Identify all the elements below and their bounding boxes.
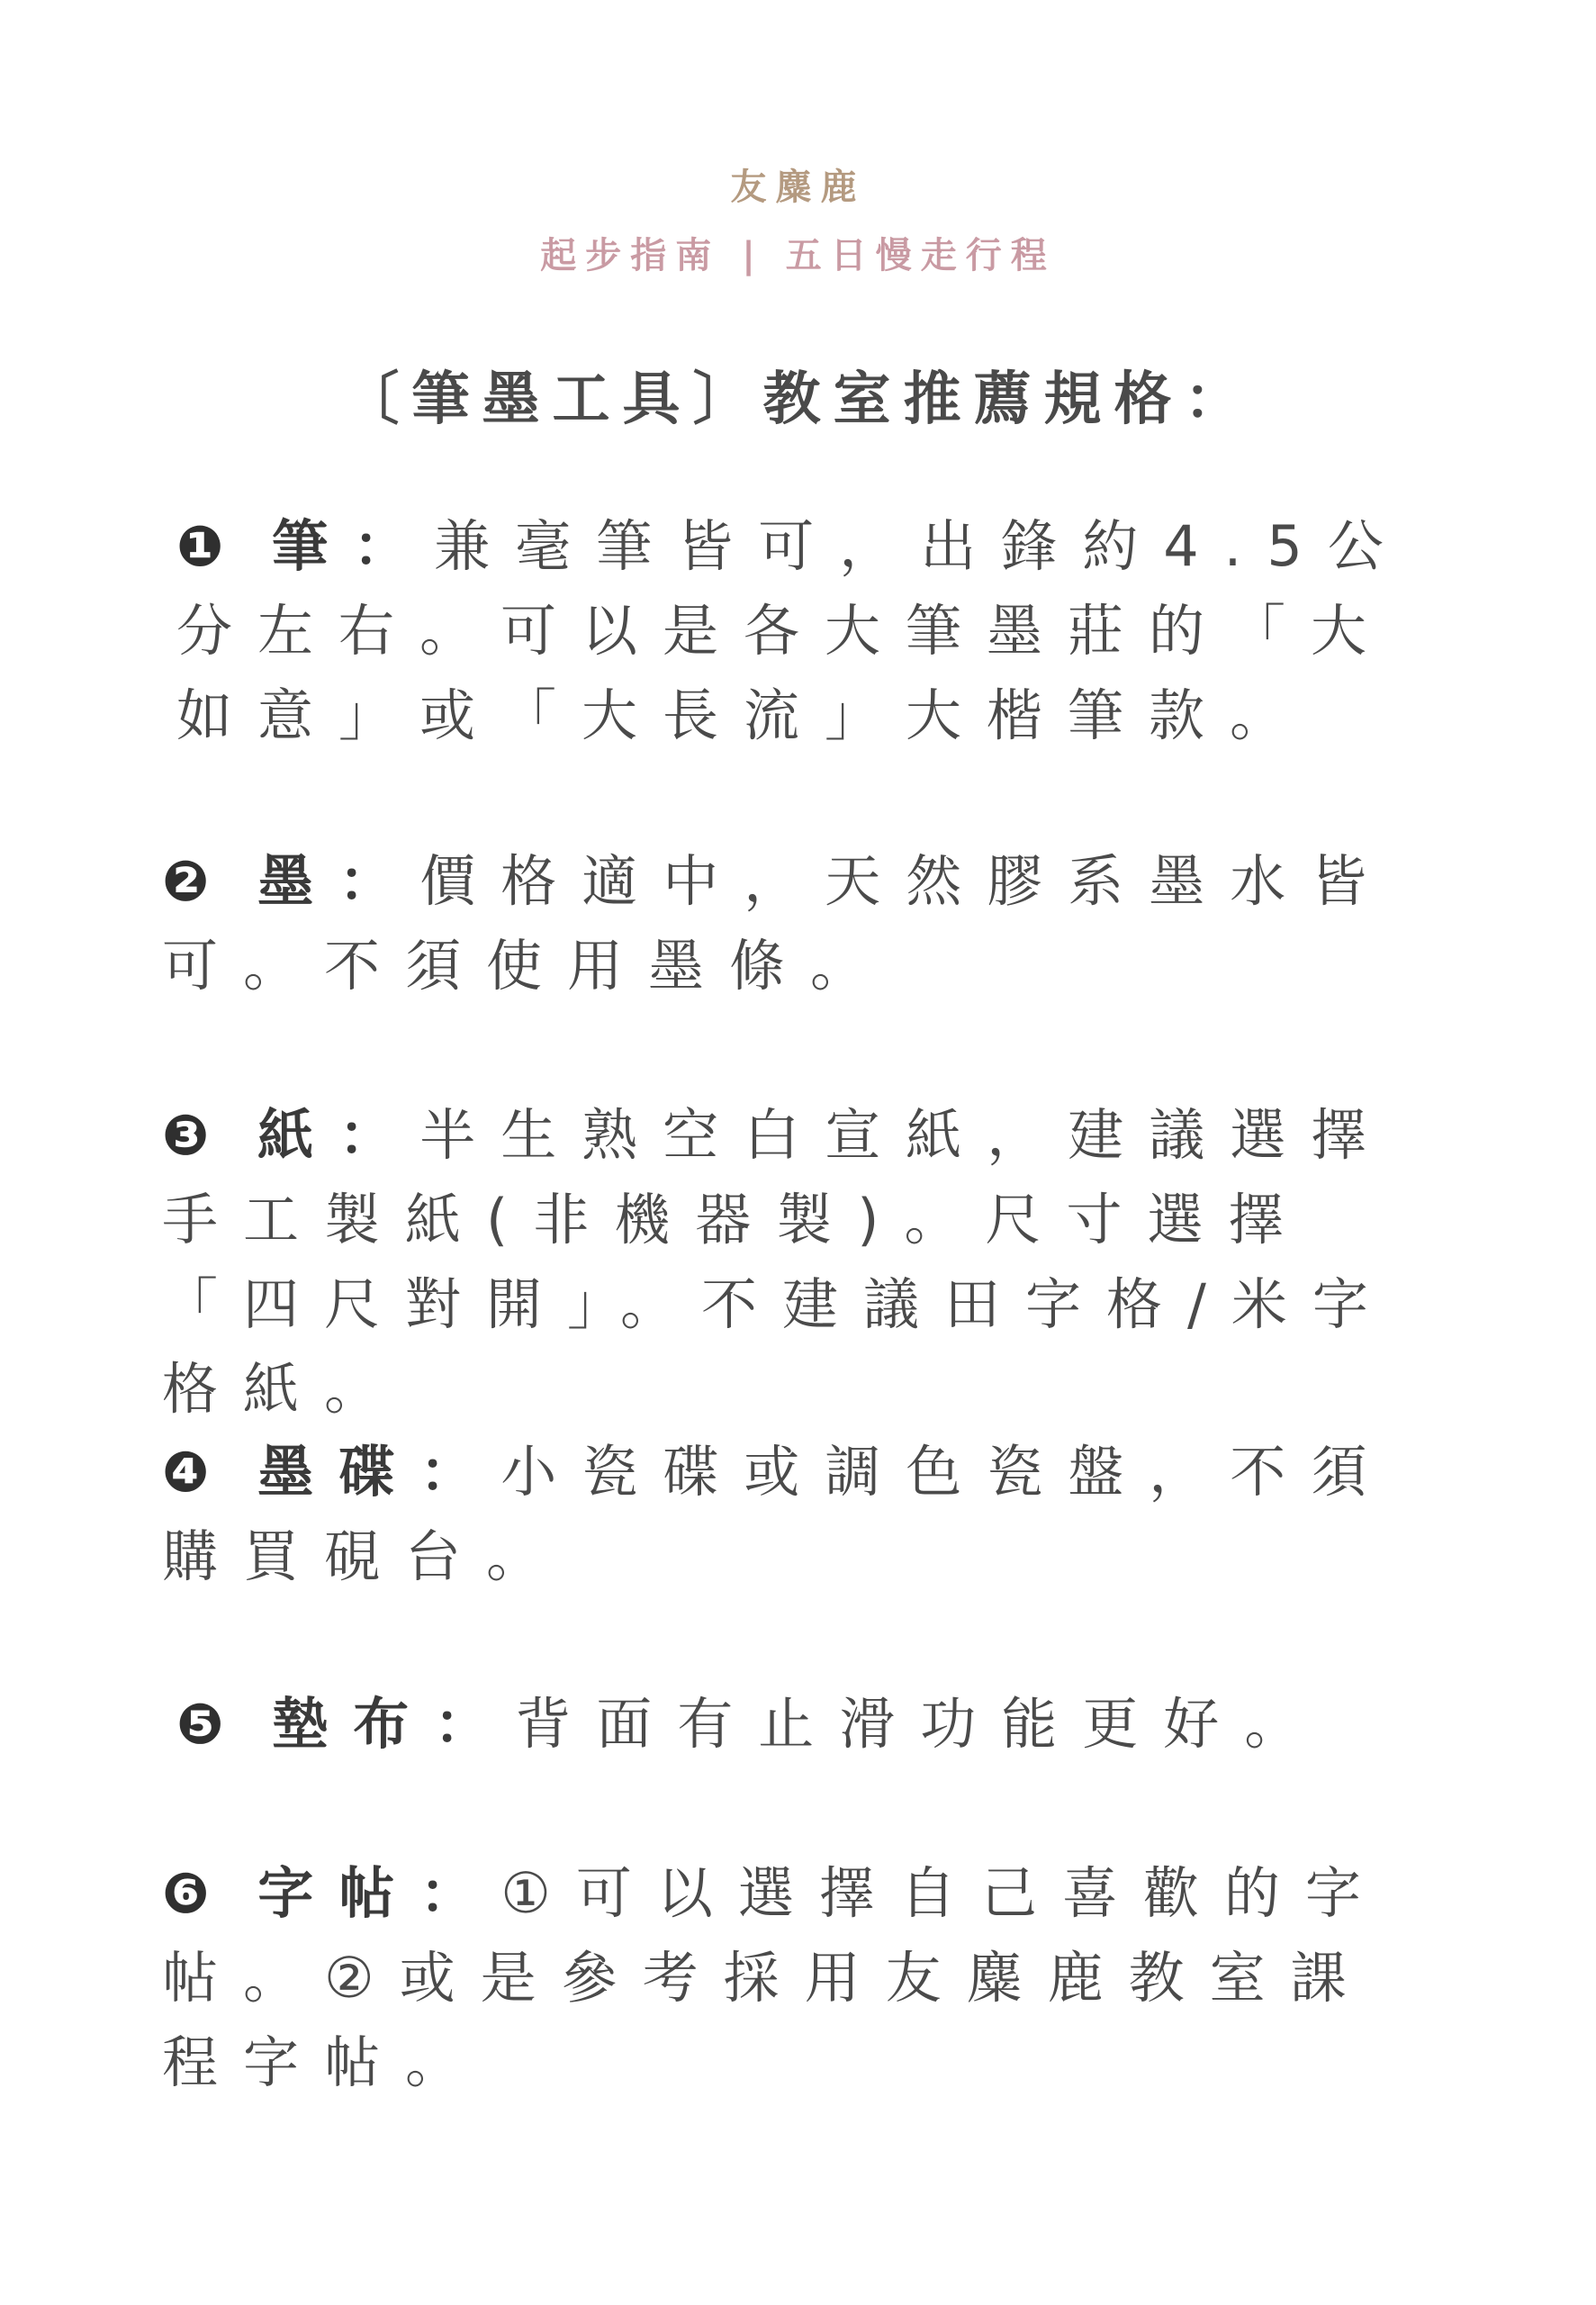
section-heading: 〔筆墨工具〕教室推薦規格： bbox=[341, 366, 1255, 433]
item-text: ①可以選擇自己喜歡的字帖。②或是參考採用友麋鹿教室課程字帖。 bbox=[162, 1860, 1386, 2095]
item-label: 墨： bbox=[257, 848, 420, 914]
item-text: 小瓷碟或調色瓷盤，不須購買硯台。 bbox=[162, 1439, 1393, 1589]
item-number: ❶ bbox=[176, 513, 230, 579]
item-text: 背面有止滑功能更好。 bbox=[515, 1691, 1326, 1757]
item-label: 墨碟： bbox=[257, 1439, 501, 1505]
list-item-felt-mat bbox=[176, 1682, 1455, 1767]
item-number: ❻ bbox=[162, 1860, 215, 1926]
list-item-ink-dish bbox=[162, 1430, 1440, 1599]
item-label: 墊布： bbox=[272, 1691, 516, 1757]
item-label: 筆： bbox=[272, 513, 435, 579]
item-label: 紙： bbox=[257, 1102, 420, 1168]
list-item-paper bbox=[162, 1093, 1440, 1432]
list-item-brush bbox=[176, 504, 1455, 758]
item-number: ❷ bbox=[162, 848, 215, 914]
item-label: 字帖： bbox=[257, 1860, 501, 1926]
page-subtitle: 起步指南 | 五日慢走行程 bbox=[540, 235, 1056, 276]
list-item-copybook bbox=[162, 1851, 1440, 2105]
item-number: ❸ bbox=[162, 1102, 215, 1168]
item-number: ❹ bbox=[162, 1439, 215, 1505]
item-text: 兼毫筆皆可，出鋒約4.5公分左右。可以是各大筆墨莊的「大如意」或「大長流」大楷筆款。 bbox=[176, 513, 1409, 748]
brand-title: 友麋鹿 bbox=[730, 167, 866, 208]
item-text: 價格適中，天然膠系墨水皆可。不須使用墨條。 bbox=[162, 848, 1393, 999]
list-item-ink bbox=[162, 839, 1440, 1008]
item-text: 半生熟空白宣紙，建議選擇手工製紙(非機器製)。尺寸選擇「四尺對開」。不建議田字格/米字格紙。 bbox=[162, 1102, 1393, 1422]
item-number: ❺ bbox=[176, 1691, 230, 1757]
